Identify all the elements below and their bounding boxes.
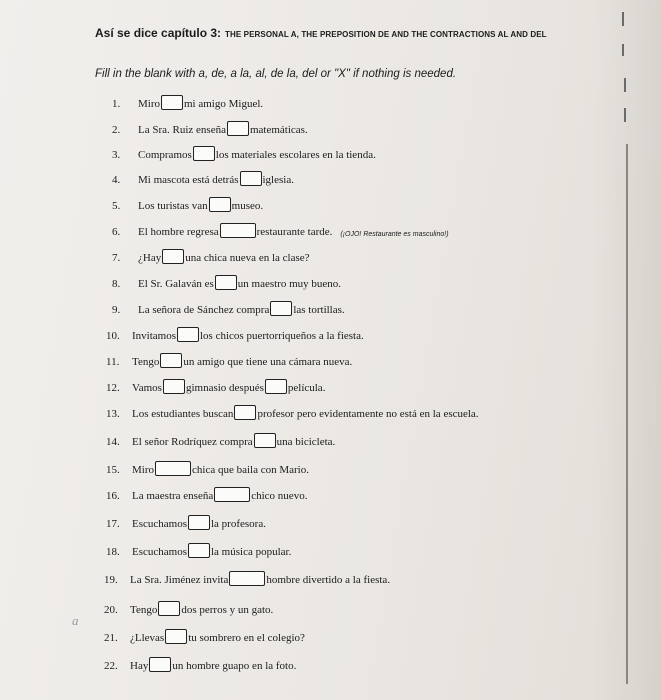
answer-box-5[interactable] [209, 197, 231, 212]
worksheet-title [95, 26, 615, 40]
title-text: Así se dice capítulo 3: [95, 26, 222, 40]
answer-box-12a[interactable] [163, 379, 185, 394]
item-text-after: las tortillas. [293, 304, 345, 316]
exercise-item-9 [112, 298, 345, 316]
item-text-before: El hombre regresa [138, 226, 219, 238]
item-text-before: Compramos [138, 149, 192, 161]
exercise-item-14 [106, 430, 335, 448]
exercise-item-12 [106, 376, 325, 394]
exercise-item-6 [112, 220, 449, 238]
item-text-after: un maestro muy bueno. [237, 278, 342, 290]
exercise-item-1 [112, 92, 263, 110]
pencil-mark: a [72, 613, 79, 628]
item-text-before: ¿Llevas [130, 632, 165, 644]
item-number: 1. [112, 98, 121, 110]
item-text-before: Los estudiantes buscan [132, 408, 234, 420]
exercise-item-21 [104, 626, 305, 644]
answer-box-22[interactable] [149, 657, 171, 672]
item-text-after: una chica nueva en la clase? [185, 252, 310, 264]
exercise-item-3 [112, 143, 376, 161]
exercise-item-11 [106, 350, 352, 368]
answer-box-15[interactable] [155, 461, 191, 476]
item-text-after: tu sombrero en el colegio? [188, 632, 305, 644]
item-number: 8. [112, 278, 121, 290]
page-edge-line [626, 144, 628, 684]
item-text-before: El Sr. Galaván es [138, 278, 214, 290]
item-number: 5. [112, 200, 121, 212]
exercise-item-22 [104, 654, 296, 672]
item-text-middle: gimnasio después [185, 382, 264, 394]
item-text-before: ¿Hay [138, 252, 162, 264]
item-number: 4. [112, 174, 121, 186]
item-text-before: Miro [138, 98, 160, 110]
exercise-item-16 [106, 484, 307, 502]
exercise-item-10 [106, 324, 364, 342]
item-text-after: la profesora. [210, 518, 266, 530]
edge-mark [624, 78, 626, 92]
item-text-before: La señora de Sánchez compra [138, 304, 270, 316]
answer-box-7[interactable] [162, 249, 184, 264]
answer-box-6[interactable] [220, 223, 256, 238]
item-text-after: los materiales escolares en la tienda. [215, 149, 376, 161]
item-text-before: Vamos [132, 382, 162, 394]
item-text-after: un amigo que tiene una cámara nueva. [183, 356, 353, 368]
item-number: 14. [106, 436, 120, 448]
edge-mark [622, 44, 624, 56]
exercise-item-15 [106, 458, 309, 476]
item-number: 18. [106, 546, 120, 558]
item-text-after: dos perros y un gato. [181, 604, 274, 616]
item-text-before: Los turistas van [138, 200, 208, 212]
answer-box-13[interactable] [234, 405, 256, 420]
exercise-item-7 [112, 246, 310, 264]
answer-box-10[interactable] [177, 327, 199, 342]
item-text-after: la música popular. [210, 546, 292, 558]
item-number: 22. [104, 660, 118, 672]
item-number: 19. [104, 574, 118, 586]
item-number: 13. [106, 408, 120, 420]
exercise-item-20 [104, 598, 273, 616]
answer-box-9[interactable] [270, 301, 292, 316]
item-number: 16. [106, 490, 120, 502]
item-text-after: iglesia. [262, 174, 294, 186]
item-number: 6. [112, 226, 121, 238]
edge-mark [624, 108, 626, 122]
item-number: 9. [112, 304, 121, 316]
exercise-item-5 [112, 194, 263, 212]
answer-box-20[interactable] [158, 601, 180, 616]
answer-box-8[interactable] [215, 275, 237, 290]
answer-box-19[interactable] [229, 571, 265, 586]
answer-box-3[interactable] [193, 146, 215, 161]
item-text-before: Escuchamos [132, 546, 187, 558]
item-text-before: Hay [130, 660, 149, 672]
item-text-after: hombre divertido a la fiesta. [266, 574, 391, 586]
answer-box-1[interactable] [161, 95, 183, 110]
item-text-after: chico nuevo. [251, 490, 308, 502]
item-text-after: profesor pero evidentamente no está en la escuela. [257, 408, 479, 420]
item-text-after: película. [287, 382, 326, 394]
item-number: 21. [104, 632, 118, 644]
answer-box-4[interactable] [240, 171, 262, 186]
item-text-before: La Sra. Ruiz enseña [138, 124, 226, 136]
item-text-before: Invitamos [132, 330, 176, 342]
answer-box-12b[interactable] [265, 379, 287, 394]
item-text-before: Miro [132, 464, 154, 476]
item-text-after: museo. [231, 200, 264, 212]
item-number: 15. [106, 464, 120, 476]
answer-box-11[interactable] [160, 353, 182, 368]
item-text-before: Mi mascota está detrás [138, 174, 239, 186]
answer-box-18[interactable] [188, 543, 210, 558]
exercise-item-4 [112, 168, 294, 186]
item-text-before: El señor Rodríquez compra [132, 436, 253, 448]
item-number: 10. [106, 330, 120, 342]
exercise-item-8 [112, 272, 341, 290]
item-text-after: un hombre guapo en la foto. [172, 660, 297, 672]
title-subtitle: THE PERSONAL A, THE PREPOSITION DE AND THE CONTRACTIONS AL AND DEL [225, 30, 547, 39]
restaurant-note: (¡OJO! Restaurante es masculino!) [340, 231, 449, 238]
exercise-item-19 [104, 568, 390, 586]
item-text-before: Tengo [132, 356, 160, 368]
item-number: 17. [106, 518, 120, 530]
answer-box-2[interactable] [227, 121, 249, 136]
item-text-after: chica que baila con Mario. [192, 464, 309, 476]
exercise-item-2 [112, 118, 308, 136]
item-number: 3. [112, 149, 121, 161]
item-text-after: mi amigo Miguel. [184, 98, 264, 110]
item-text-before: La Sra. Jiménez invita [130, 574, 229, 586]
item-number: 11. [106, 356, 120, 368]
exercise-item-13 [106, 402, 479, 420]
item-number: 12. [106, 382, 120, 394]
item-number: 20. [104, 604, 118, 616]
item-text-after: matemáticas. [249, 124, 308, 136]
item-text-after: restaurante tarde. [256, 226, 333, 238]
answer-box-14[interactable] [254, 433, 276, 448]
edge-mark [622, 12, 624, 26]
item-number: 7. [112, 252, 121, 264]
item-text-after: los chicos puertorriqueños a la fiesta. [200, 330, 364, 342]
exercise-item-18 [106, 540, 291, 558]
item-text-before: Tengo [130, 604, 158, 616]
item-text-after: una bicicleta. [276, 436, 336, 448]
item-number: 2. [112, 124, 121, 136]
item-text-before: La maestra enseña [132, 490, 214, 502]
exercise-item-17 [106, 512, 266, 530]
answer-box-21[interactable] [165, 629, 187, 644]
instructions: Fill in the blank with a, de, a la, al, de la, del or "X" if nothing is needed. [95, 68, 457, 80]
answer-box-17[interactable] [188, 515, 210, 530]
item-text-before: Escuchamos [132, 518, 187, 530]
answer-box-16[interactable] [214, 487, 250, 502]
